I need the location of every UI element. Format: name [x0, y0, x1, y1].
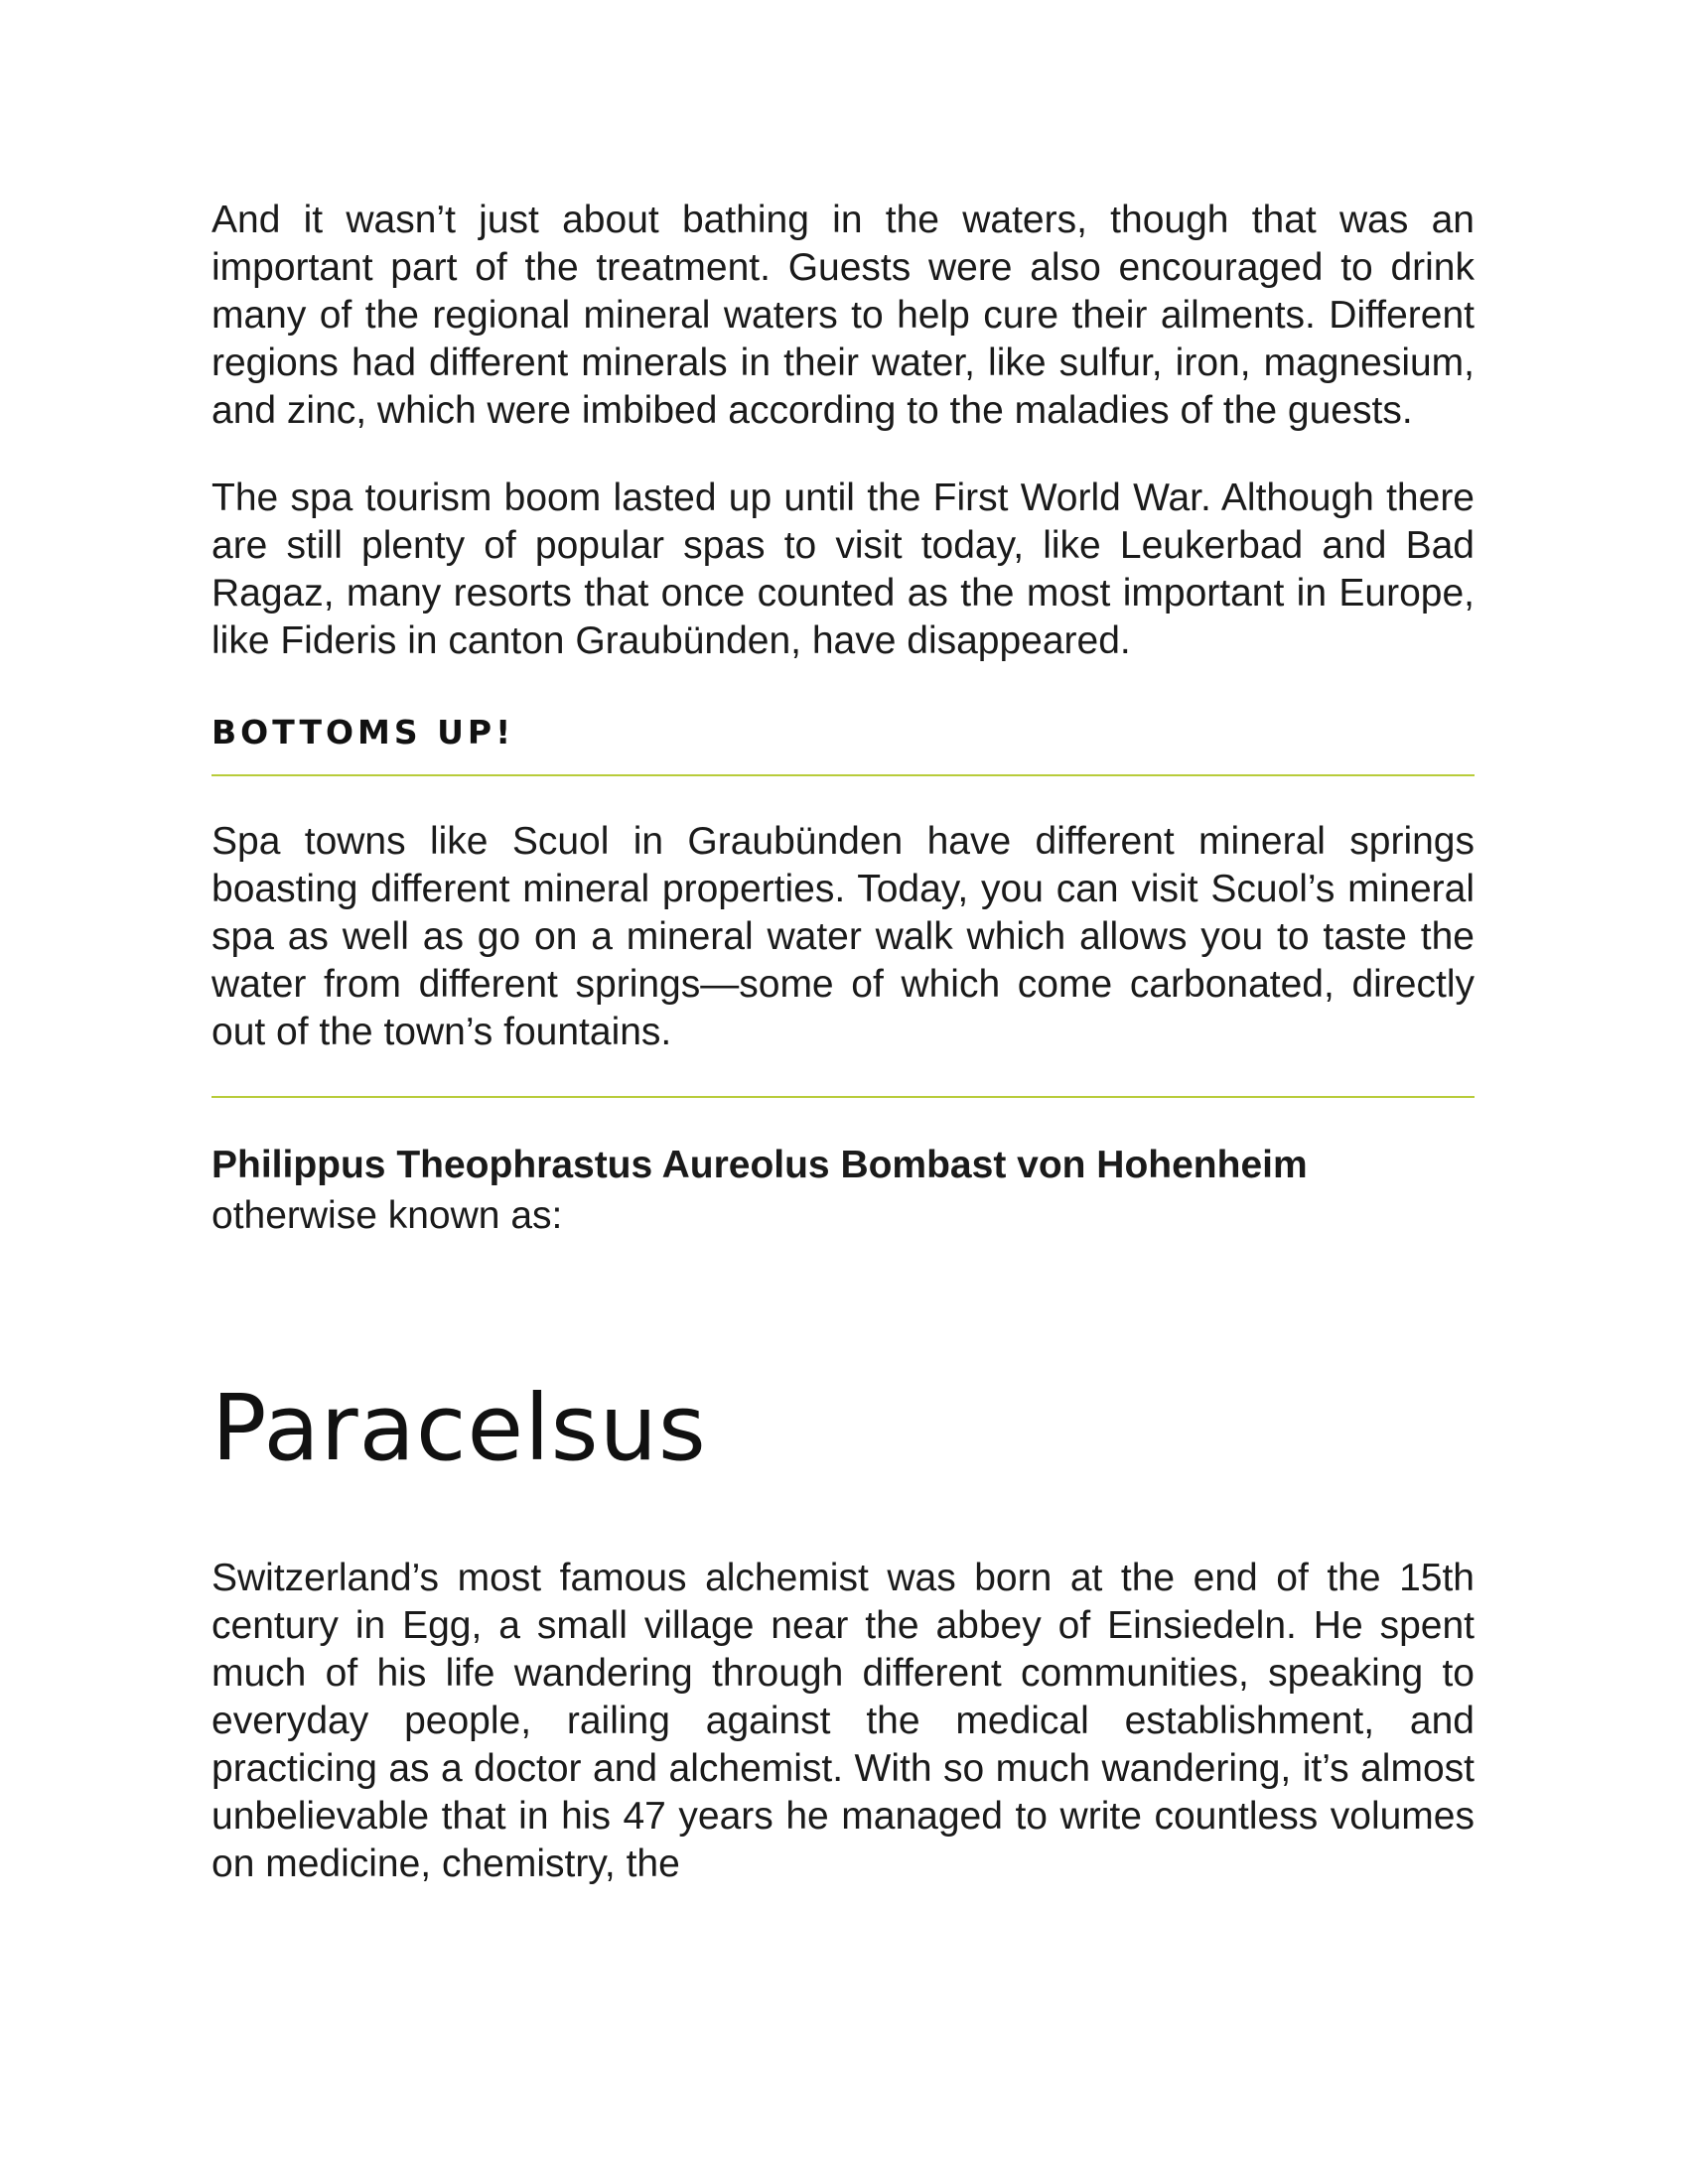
divider-top — [211, 774, 1475, 776]
paragraph-bio: Switzerland’s most famous alchemist was born at the end of the 15th century in Egg, a small village near the abbey of Einsiedeln. He spent much of his life wandering through different communities, speaking to everyday people, railing against the medical establishment, and practicing as a doctor and alchemist. With so much wandering, it’s almost unbelievable that in his 47 years he managed to write countless volumes on medicine, chemistry, the — [211, 1557, 1475, 1885]
person-full-name: Philippus Theophrastus Aureolus Bombast von Hohenheim — [211, 1144, 1308, 1186]
section-heading: BOTTOMS UP! — [211, 713, 515, 751]
page-content — [211, 197, 1475, 1888]
aka-label: otherwise known as: — [211, 1194, 563, 1237]
paragraph-spa-boom: The spa tourism boom lasted up until the First World War. Although there are still plenty of popular spas to visit today, like Leukerbad and Bad Ragaz, many resorts that once counted as the most important in Europe, like Fideris in canton Graubünden, have disappeared. — [211, 477, 1475, 662]
paragraph-bathing: And it wasn’t just about bathing in the waters, though that was an important part of the treatment. Guests were also encouraged to drink many of the regional mineral waters to help cure their ailments. Different regions had different minerals in their water, like sulfur, iron, magnesium, and zinc, which were imbibed according to the maladies of the guests. — [211, 199, 1475, 432]
article-title: Paracelsus — [211, 1375, 707, 1481]
divider-bottom — [211, 1096, 1475, 1098]
sidebar-bottoms-up — [211, 705, 1475, 1098]
sidebar-text: Spa towns like Scuol in Graubünden have different mineral springs boasting different mineral properties. Today, you can visit Scuol’s mineral spa as well as go on a mineral water walk which allows you to taste the water from different springs—some of which come carbonated, directly out of the town’s fountains. — [211, 820, 1475, 1053]
